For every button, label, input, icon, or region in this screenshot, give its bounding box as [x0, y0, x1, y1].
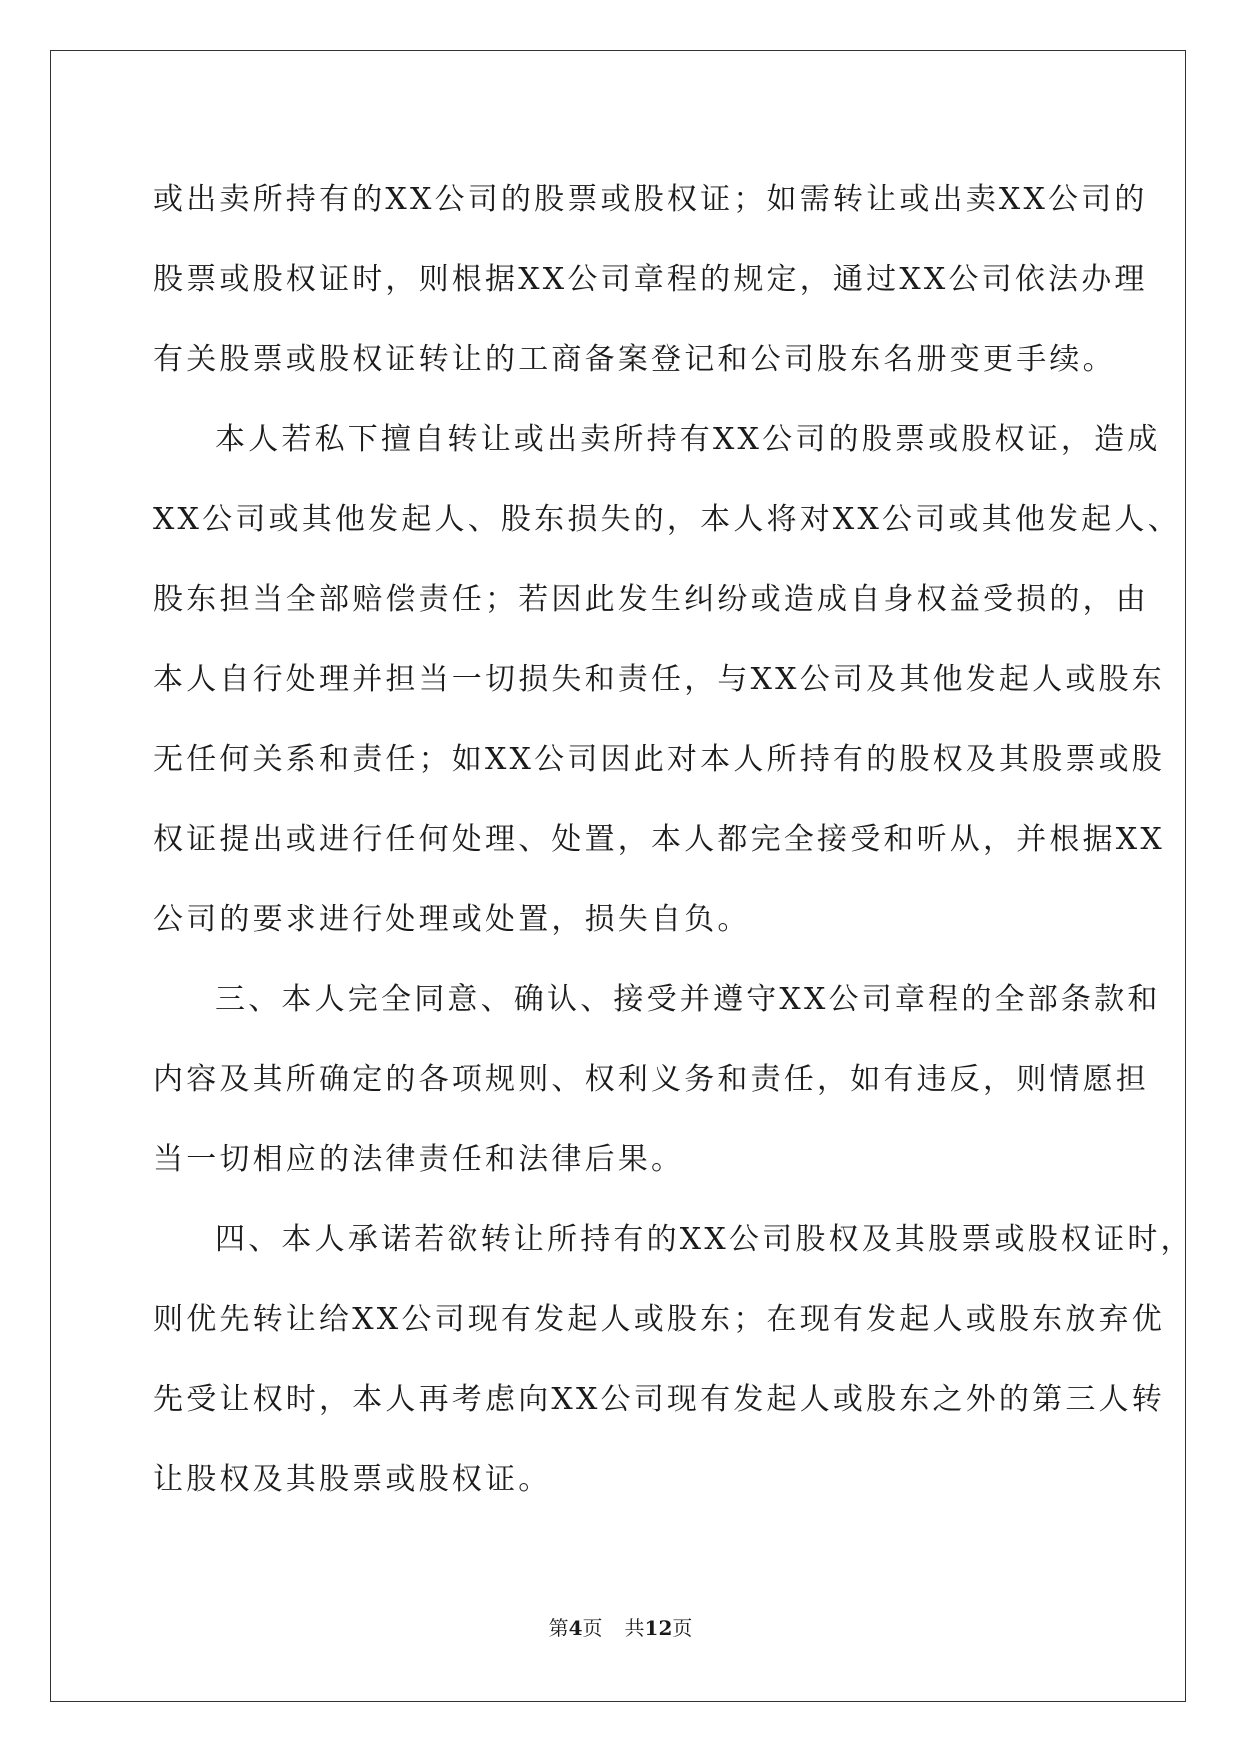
text-line: 内容及其所确定的各项规则、权利义务和责任，如有违反，则情愿担	[153, 1062, 1149, 1097]
text-line: 让股权及其股票或股权证。	[153, 1462, 552, 1497]
total-page-count: 12	[644, 1616, 673, 1640]
paragraph-start-line: 本人若私下擅自转让或出卖所持有XX公司的股票或股权证，造成	[215, 422, 1161, 457]
footer-prefix: 第	[548, 1616, 569, 1640]
paragraph-start-line: 四、本人承诺若欲转让所持有的XX公司股权及其股票或股权证时，	[215, 1222, 1194, 1257]
text-line: 股东担当全部赔偿责任；若因此发生纠纷或造成自身权益受损的，由	[153, 582, 1149, 617]
footer-total-prefix: 共	[624, 1616, 645, 1640]
footer-total-suffix: 页	[672, 1616, 693, 1640]
document-body	[153, 160, 1194, 1520]
text-line: 本人自行处理并担当一切损失和责任，与XX公司及其他发起人或股东	[153, 662, 1165, 697]
text-line: XX公司或其他发起人、股东损失的，本人将对XX公司或其他发起人、	[153, 502, 1181, 537]
text-line: 先受让权时，本人再考虑向XX公司现有发起人或股东之外的第三人转	[153, 1382, 1165, 1417]
text-line: 公司的要求进行处理或处置，损失自负。	[153, 902, 751, 937]
paragraph-start-line: 三、本人完全同意、确认、接受并遵守XX公司章程的全部条款和	[215, 982, 1161, 1017]
text-line: 权证提出或进行任何处理、处置，本人都完全接受和听从，并根据XX	[153, 822, 1165, 857]
footer-page-suffix: 页	[582, 1616, 603, 1640]
text-line: 则优先转让给XX公司现有发起人或股东；在现有发起人或股东放弃优	[153, 1302, 1165, 1337]
current-page-number: 4	[568, 1616, 583, 1640]
text-line: 股票或股权证时，则根据XX公司章程的规定，通过XX公司依法办理	[153, 262, 1148, 297]
text-line: 或出卖所持有的XX公司的股票或股权证；如需转让或出卖XX公司的	[153, 182, 1148, 217]
text-line: 有关股票或股权证转让的工商备案登记和公司股东名册变更手续。	[153, 342, 1116, 377]
text-line: 当一切相应的法律责任和法律后果。	[153, 1142, 685, 1177]
page-footer	[0, 1612, 1241, 1641]
text-line: 无任何关系和责任；如XX公司因此对本人所持有的股权及其股票或股	[153, 742, 1165, 777]
